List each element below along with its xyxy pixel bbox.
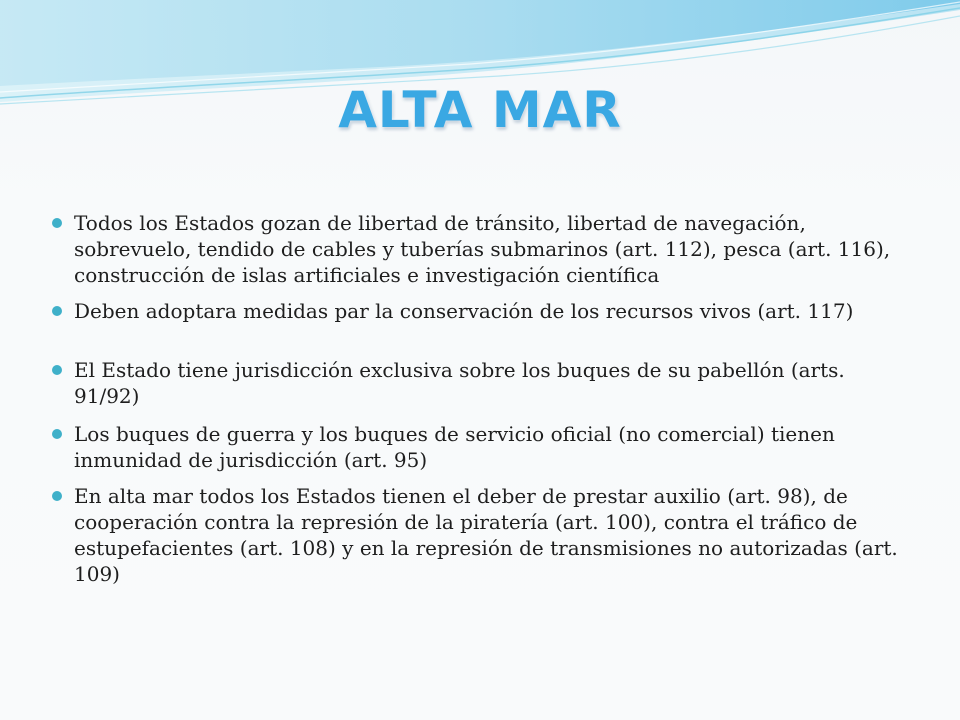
bullet-list (52, 210, 912, 587)
bullet-dot-icon (52, 218, 62, 228)
bullet-text: En alta mar todos los Estados tienen el deber de prestar auxilio (art. 98), de cooperación contra la represión de la piratería (art. 100), contra el tráfico de estupefacientes (art. 108) y en la represión de transmisiones no autorizadas (art. 109) (74, 484, 898, 586)
bullet-item (52, 357, 912, 409)
bullet-text: Todos los Estados gozan de libertad de tránsito, libertad de navegación, sobrevuelo, tendido de cables y tuberías submarinos (art. 112), pesca (art. 116), construcción de islas artificiales e investigación científica (74, 211, 891, 287)
bullet-dot-icon (52, 306, 62, 316)
bullet-item (52, 483, 912, 587)
bullet-text: El Estado tiene jurisdicción exclusiva sobre los buques de su pabellón (arts. 91/92) (74, 358, 845, 408)
bullet-text: Deben adoptara medidas par la conservación de los recursos vivos (art. 117) (74, 299, 854, 323)
bullet-dot-icon (52, 429, 62, 439)
bullet-item (52, 210, 912, 288)
bullet-item (52, 298, 912, 324)
bullet-text: Los buques de guerra y los buques de servicio oficial (no comercial) tienen inmunidad de jurisdicción (art. 95) (74, 422, 835, 472)
bullet-dot-icon (52, 365, 62, 375)
bullet-item (52, 421, 912, 473)
bullet-dot-icon (52, 491, 62, 501)
slide-title: ALTA MAR (338, 81, 622, 139)
